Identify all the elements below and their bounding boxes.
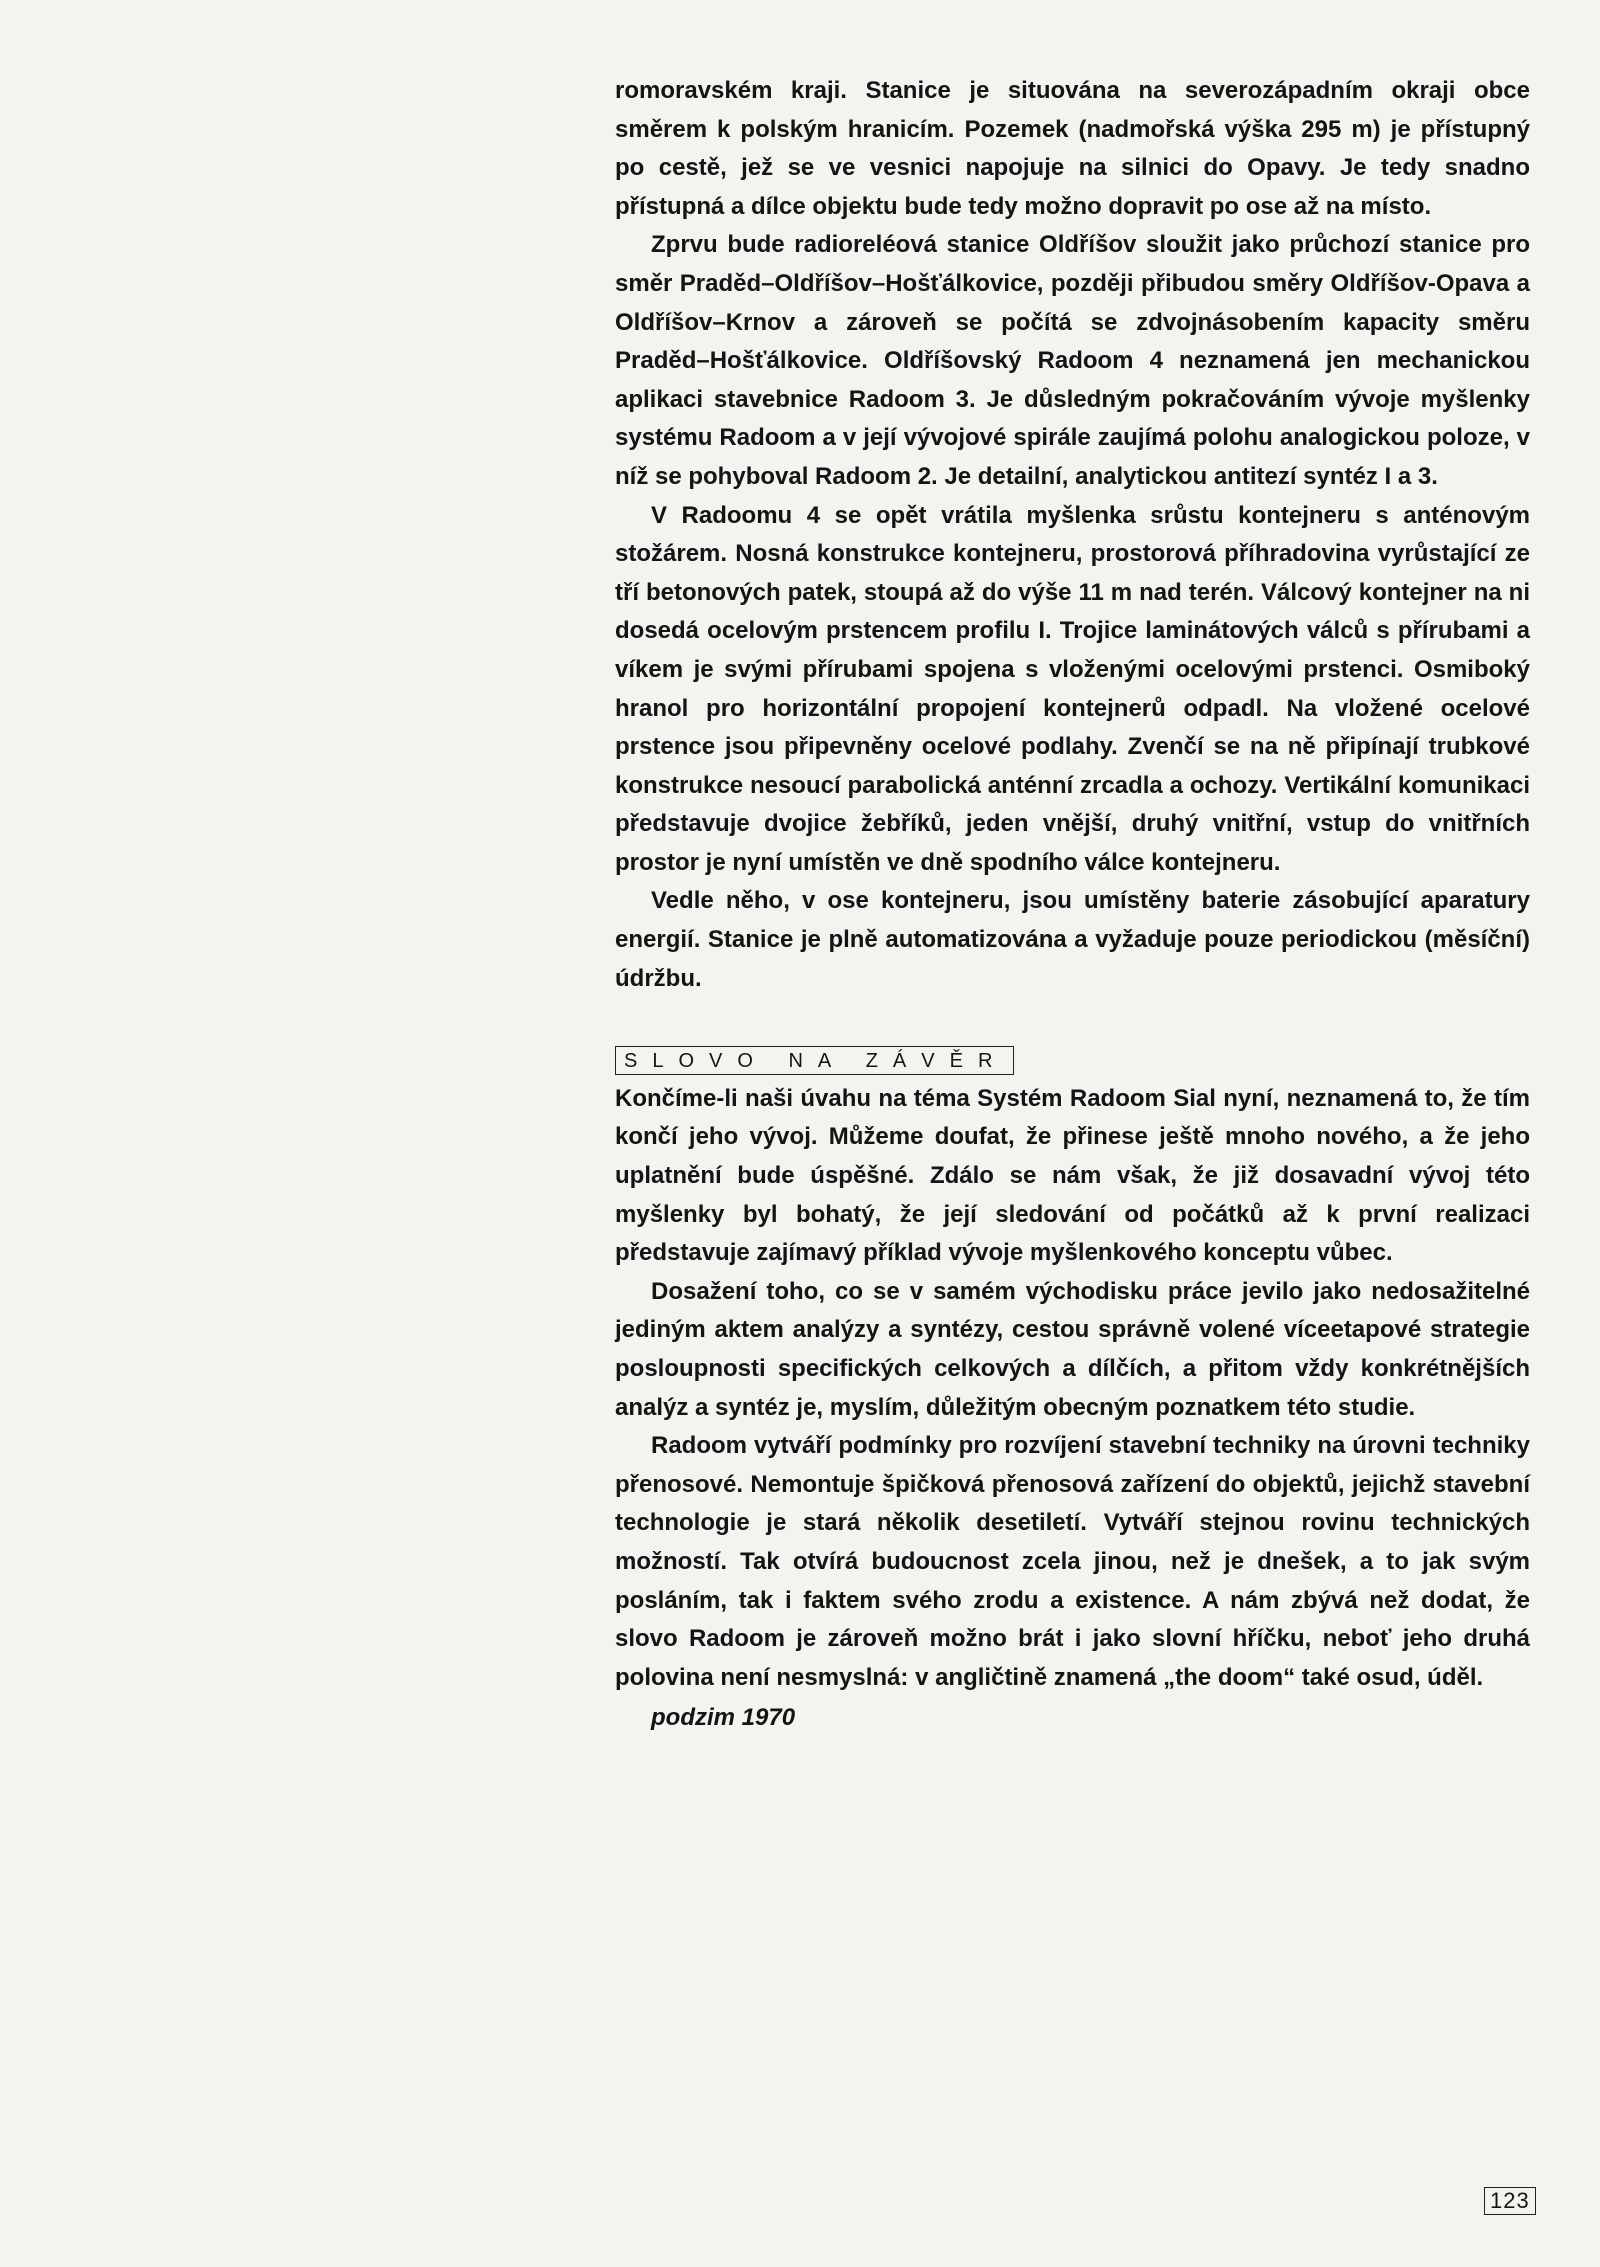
paragraph: Dosažení toho, co se v samém východisku práce jevilo jako nedosažitelné jediným aktem analýzy a syntézy, cestou správně volené víceetapové strategie posloupnosti specifických celkových a dílčích, a přitom vždy konkrétnějších analýz a syntéz je, myslím, důležitým obecným poznatkem této studie. — [615, 1277, 1530, 1421]
paragraph: Končíme-li naši úvahu na téma Systém Radoom Sial nyní, neznamená to, že tím končí jeho vývoj. Můžeme doufat, že přinese ještě mnoho nového, a že jeho uplatnění bude úspěšné. Zdálo se nám však, že již dosavadní vývoj této myšlenky byl bohatý, že její sledování od počátků až k první realizaci představuje zajímavý příklad vývoje myšlenkového konceptu vůbec. — [615, 1084, 1530, 1267]
section-heading: SLOVO NA ZÁVĚR — [615, 1046, 1014, 1075]
paragraph-continuation: romoravském kraji. Stanice je situována na severozápadním okraji obce směrem k polským hranicím. Pozemek (nadmořská výška 295 m) je přístupný po cestě, jež se ve vesnici napojuje na silnici do Opavy. Je tedy snadno přístupná a dílce objektu bude tedy možno dopravit po ose až na místo. — [615, 77, 1530, 220]
paragraph: Radoom vytváří podmínky pro rozvíjení stavební techniky na úrovni techniky přenosové. Nemontuje špičková přenosová zařízení do objektů, jejichž stavební technologie je stará několik desetiletí. Vytváří stejnou rovinu technických možností. Tak otvírá budoucnost zcela jinou, než je dnešek, a to jak svým posláním, tak i faktem svého zrodu a existence. A nám zbývá než dodat, že slovo Radoom je zároveň možno brát i jako slovní hříčku, neboť jeho druhá polovina není nesmyslná: v angličtině znamená „the doom“ také osud, úděl. — [615, 1432, 1530, 1691]
text-column — [615, 72, 1530, 1738]
paragraph: Zprvu bude radioreléová stanice Oldříšov sloužit jako průchozí stanice pro směr Praděd–Oldříšov–Hošťálkovice, později přibudou směry Oldříšov-Opava a Oldříšov–Krnov a zároveň se počítá se zdvojnásobením kapacity směru Praděd–Hošťálkovice. Oldříšovský Radoom 4 neznamená jen mechanickou aplikaci stavebnice Radoom 3. Je důsledným pokračováním vývoje myšlenky systému Radoom a v její vývojové spirále zaujímá polohu analogickou poloze, v níž se pohyboval Radoom 2. Je detailní, analytickou antitezí syntéz I a 3. — [615, 231, 1530, 490]
paragraph: V Radoomu 4 se opět vrátila myšlenka srůstu kontejneru s anténovým stožárem. Nosná konstrukce kontejneru, prostorová příhradovina vyrůstající ze tří betonových patek, stoupá až do výše 11 m nad terén. Válcový kontejner na ni dosedá ocelovým prstencem profilu I. Trojice laminátových válců s přírubami a víkem je svými přírubami spojena s vloženými ocelovými prstenci. Osmiboký hranol pro horizontální propojení kontejnerů odpadl. Na vložené ocelové prstence jsou připevněny ocelové podlahy. Zvenčí se na ně připínají trubkové konstrukce nesoucí parabolická anténní zrcadla a ochozy. Vertikální komunikaci představuje dvojice žebříků, jeden vnější, druhý vnitřní, vstup do vnitřních prostor je nyní umístěn ve dně spodního válce kontejneru. — [615, 501, 1530, 876]
signature-date: podzim 1970 — [651, 1704, 796, 1732]
paragraph: Vedle něho, v ose kontejneru, jsou umístěny baterie zásobující aparatury energií. Stanice je plně automatizována a vyžaduje pouze periodickou (měsíční) údržbu. — [615, 887, 1530, 992]
page-number: 123 — [1484, 2187, 1536, 2215]
